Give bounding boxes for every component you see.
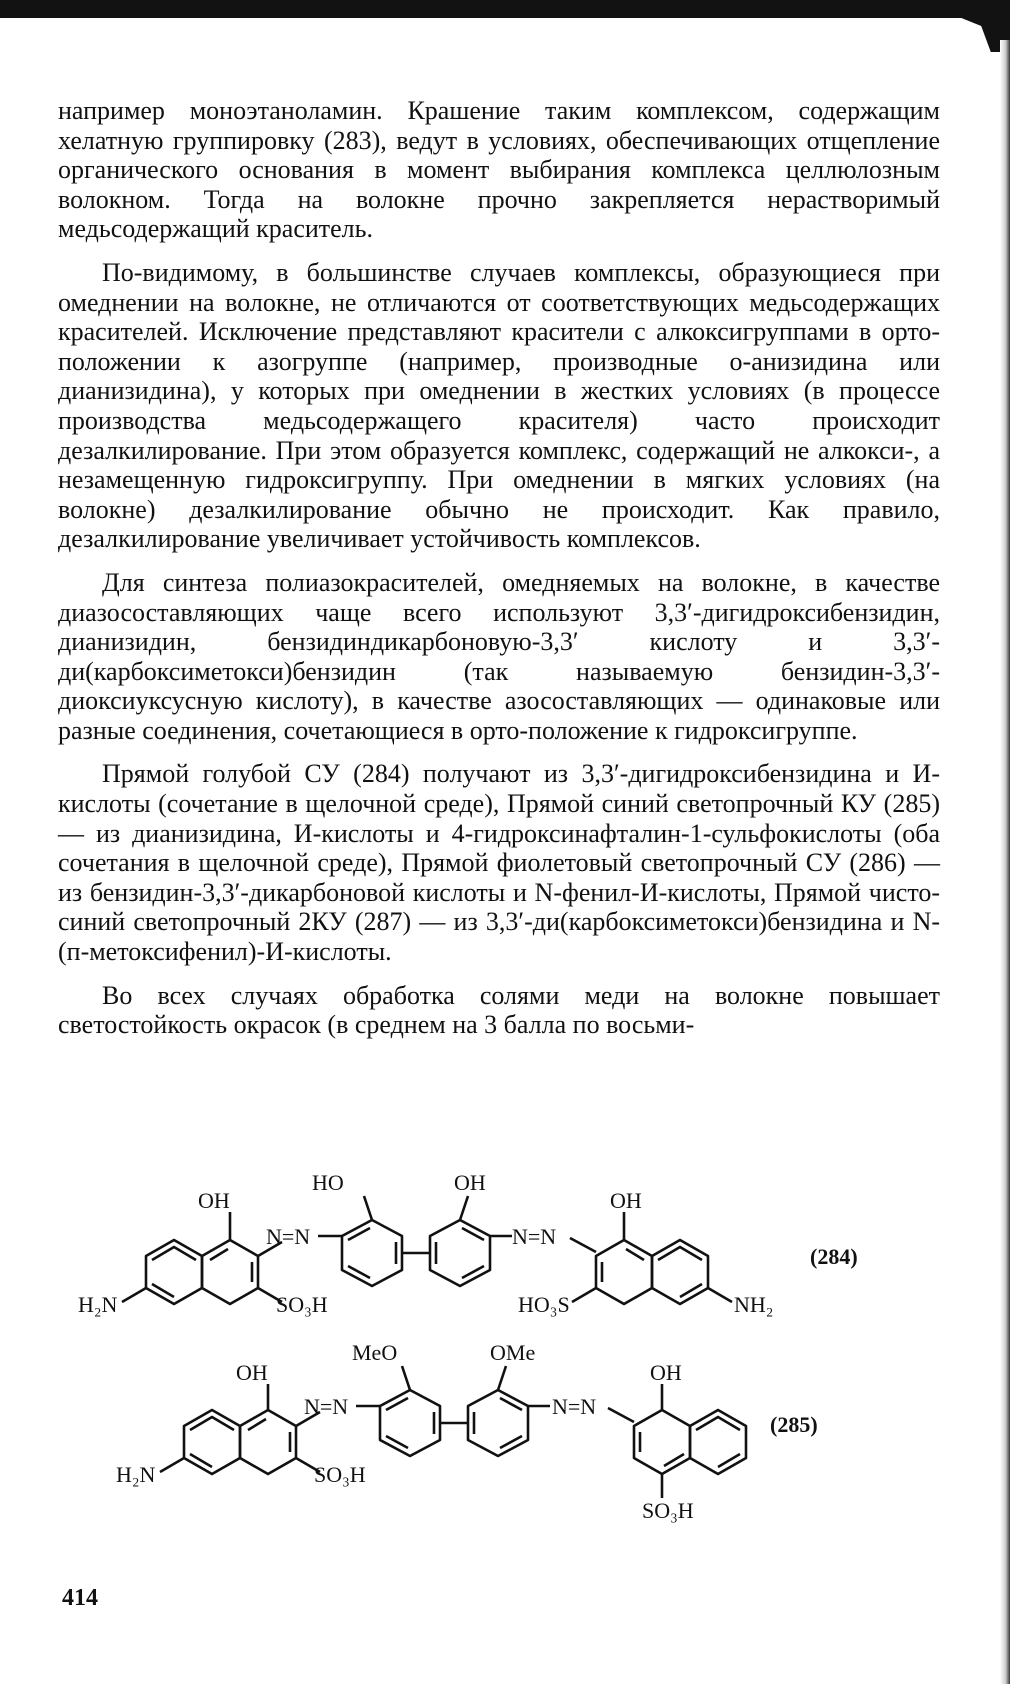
label-285-ome: OMe xyxy=(490,1340,536,1365)
label-285-meo: MeO xyxy=(352,1340,398,1365)
ring-284-phenyl-2 xyxy=(430,1220,490,1286)
ring-285-phenyl-1 xyxy=(380,1390,440,1456)
label-284-so3h: SO₃H xyxy=(276,1292,328,1317)
paragraph-4: Прямой голубой СУ (284) получают из 3,3′-дигидроксибензидина и И-кислоты (сочетание в щелочной среде), Прямой синий светопрочный КУ (285) — из дианизидина, И-кислоты и 4-гидроксинафталин-1-сульфокислоты (оба сочетания в щелочной среде), Прямой фиолетовый светопрочный СУ (286) — из бензидин-3,3′-дикарбоновой кислоты и N-фенил-И-кислоты, Прямой чисто-синий светопрочный 2КУ (287) — из 3,3′-ди(карбоксиметокси)бензидина и N-(п-метоксифенил)-И-кислоты. xyxy=(58,759,940,967)
ring-284-naph-right-b xyxy=(652,1240,708,1304)
body-text xyxy=(58,96,940,1054)
structural-formulas xyxy=(50,1158,950,1678)
label-284-oh-left: OH xyxy=(198,1188,230,1213)
label-285-oh-left: OH xyxy=(236,1360,268,1385)
label-285-so3h: SO₃H xyxy=(314,1462,366,1487)
page-number: 414 xyxy=(62,1585,98,1611)
label-284-ho3s: HO₃S xyxy=(518,1292,570,1317)
label-285-azo-left: N=N xyxy=(304,1394,349,1419)
paragraph-1: например моноэтаноламин. Крашение таким комплексом, содержащим хелатную группировку (283), ведут в условиях, обеспечивающих отщепление органического основания в момент выбирания комплекса целлюлозным волокном. Тогда на волокне прочно закрепляется нерастворимый медьсодержащий краситель. xyxy=(58,96,940,244)
ring-285-naph-right-a xyxy=(634,1410,690,1474)
label-285-h2n: H₂N xyxy=(116,1462,156,1487)
ring-285-naph-right-b xyxy=(690,1410,746,1474)
ring-284-naph-left-a xyxy=(146,1240,202,1304)
paragraph-5: Во всех случаях обработка солями меди на волокне повышает светостойкость окрасок (в среднем на 3 балла по восьми- xyxy=(58,980,940,1040)
ring-284-naph-left-b xyxy=(202,1240,258,1304)
label-285-so3h-bottom: SO₃H xyxy=(642,1498,694,1523)
compound-number-284: (284) xyxy=(810,1244,858,1269)
label-284-azo-right: N=N xyxy=(512,1224,557,1249)
label-284-oh-center: OH xyxy=(454,1170,486,1195)
label-284-h2n: H₂N xyxy=(78,1292,118,1317)
label-285-azo-right: N=N xyxy=(552,1394,597,1419)
ring-284-naph-right-a xyxy=(596,1240,652,1304)
label-284-azo-left: N=N xyxy=(266,1224,311,1249)
paragraph-2: По-видимому, в большинстве случаев комплексы, образующиеся при омеднении на волокне, не отличаются от соответствующих медьсодержащих красителей. Исключение представляют красители с алкоксигруппами в орто-положении к азогруппе (например, производные о-анизидина или дианизидина), у которых при омеднении в жестких условиях (в процессе производства медьсодержащего красителя) часто происходит дезалкилирование. При этом образуется комплекс, содержащий не алкокси-, а незамещенную гидроксигруппу. При омеднении в мягких условиях (на волокне) дезалкилирование обычно не происходит. Как правило, дезалкилирование увеличивает устойчивость комплексов. xyxy=(58,257,940,554)
ring-284-phenyl-1 xyxy=(342,1220,402,1286)
scan-top-edge xyxy=(0,0,1010,18)
label-285-oh-right: OH xyxy=(650,1360,682,1385)
ring-285-naph-left-a xyxy=(184,1410,240,1474)
paragraph-3: Для синтеза полиазокрасителей, омедняемых на волокне, в качестве диазосоставляющих чаще всего используют 3,3′-дигидроксибензидин, дианизидин, бензидиндикарбоновую-3,3′ кислоту и 3,3′-ди(карбоксиметокси)бензидин (так называемую бензидин-3,3′-диоксиуксусную кислоту), в качестве азосоставляющих — одинаковые или разные соединения, сочетающиеся в орто-положение к гидроксигруппе. xyxy=(58,567,940,745)
scan-right-edge xyxy=(1000,40,1010,1684)
label-284-nh2: NH₂ xyxy=(734,1292,774,1317)
compound-number-285: (285) xyxy=(770,1412,818,1437)
ring-285-phenyl-2 xyxy=(468,1390,528,1456)
ring-285-naph-left-b xyxy=(240,1410,296,1474)
label-284-ho: HO xyxy=(312,1170,344,1195)
label-284-oh-right: OH xyxy=(610,1188,642,1213)
